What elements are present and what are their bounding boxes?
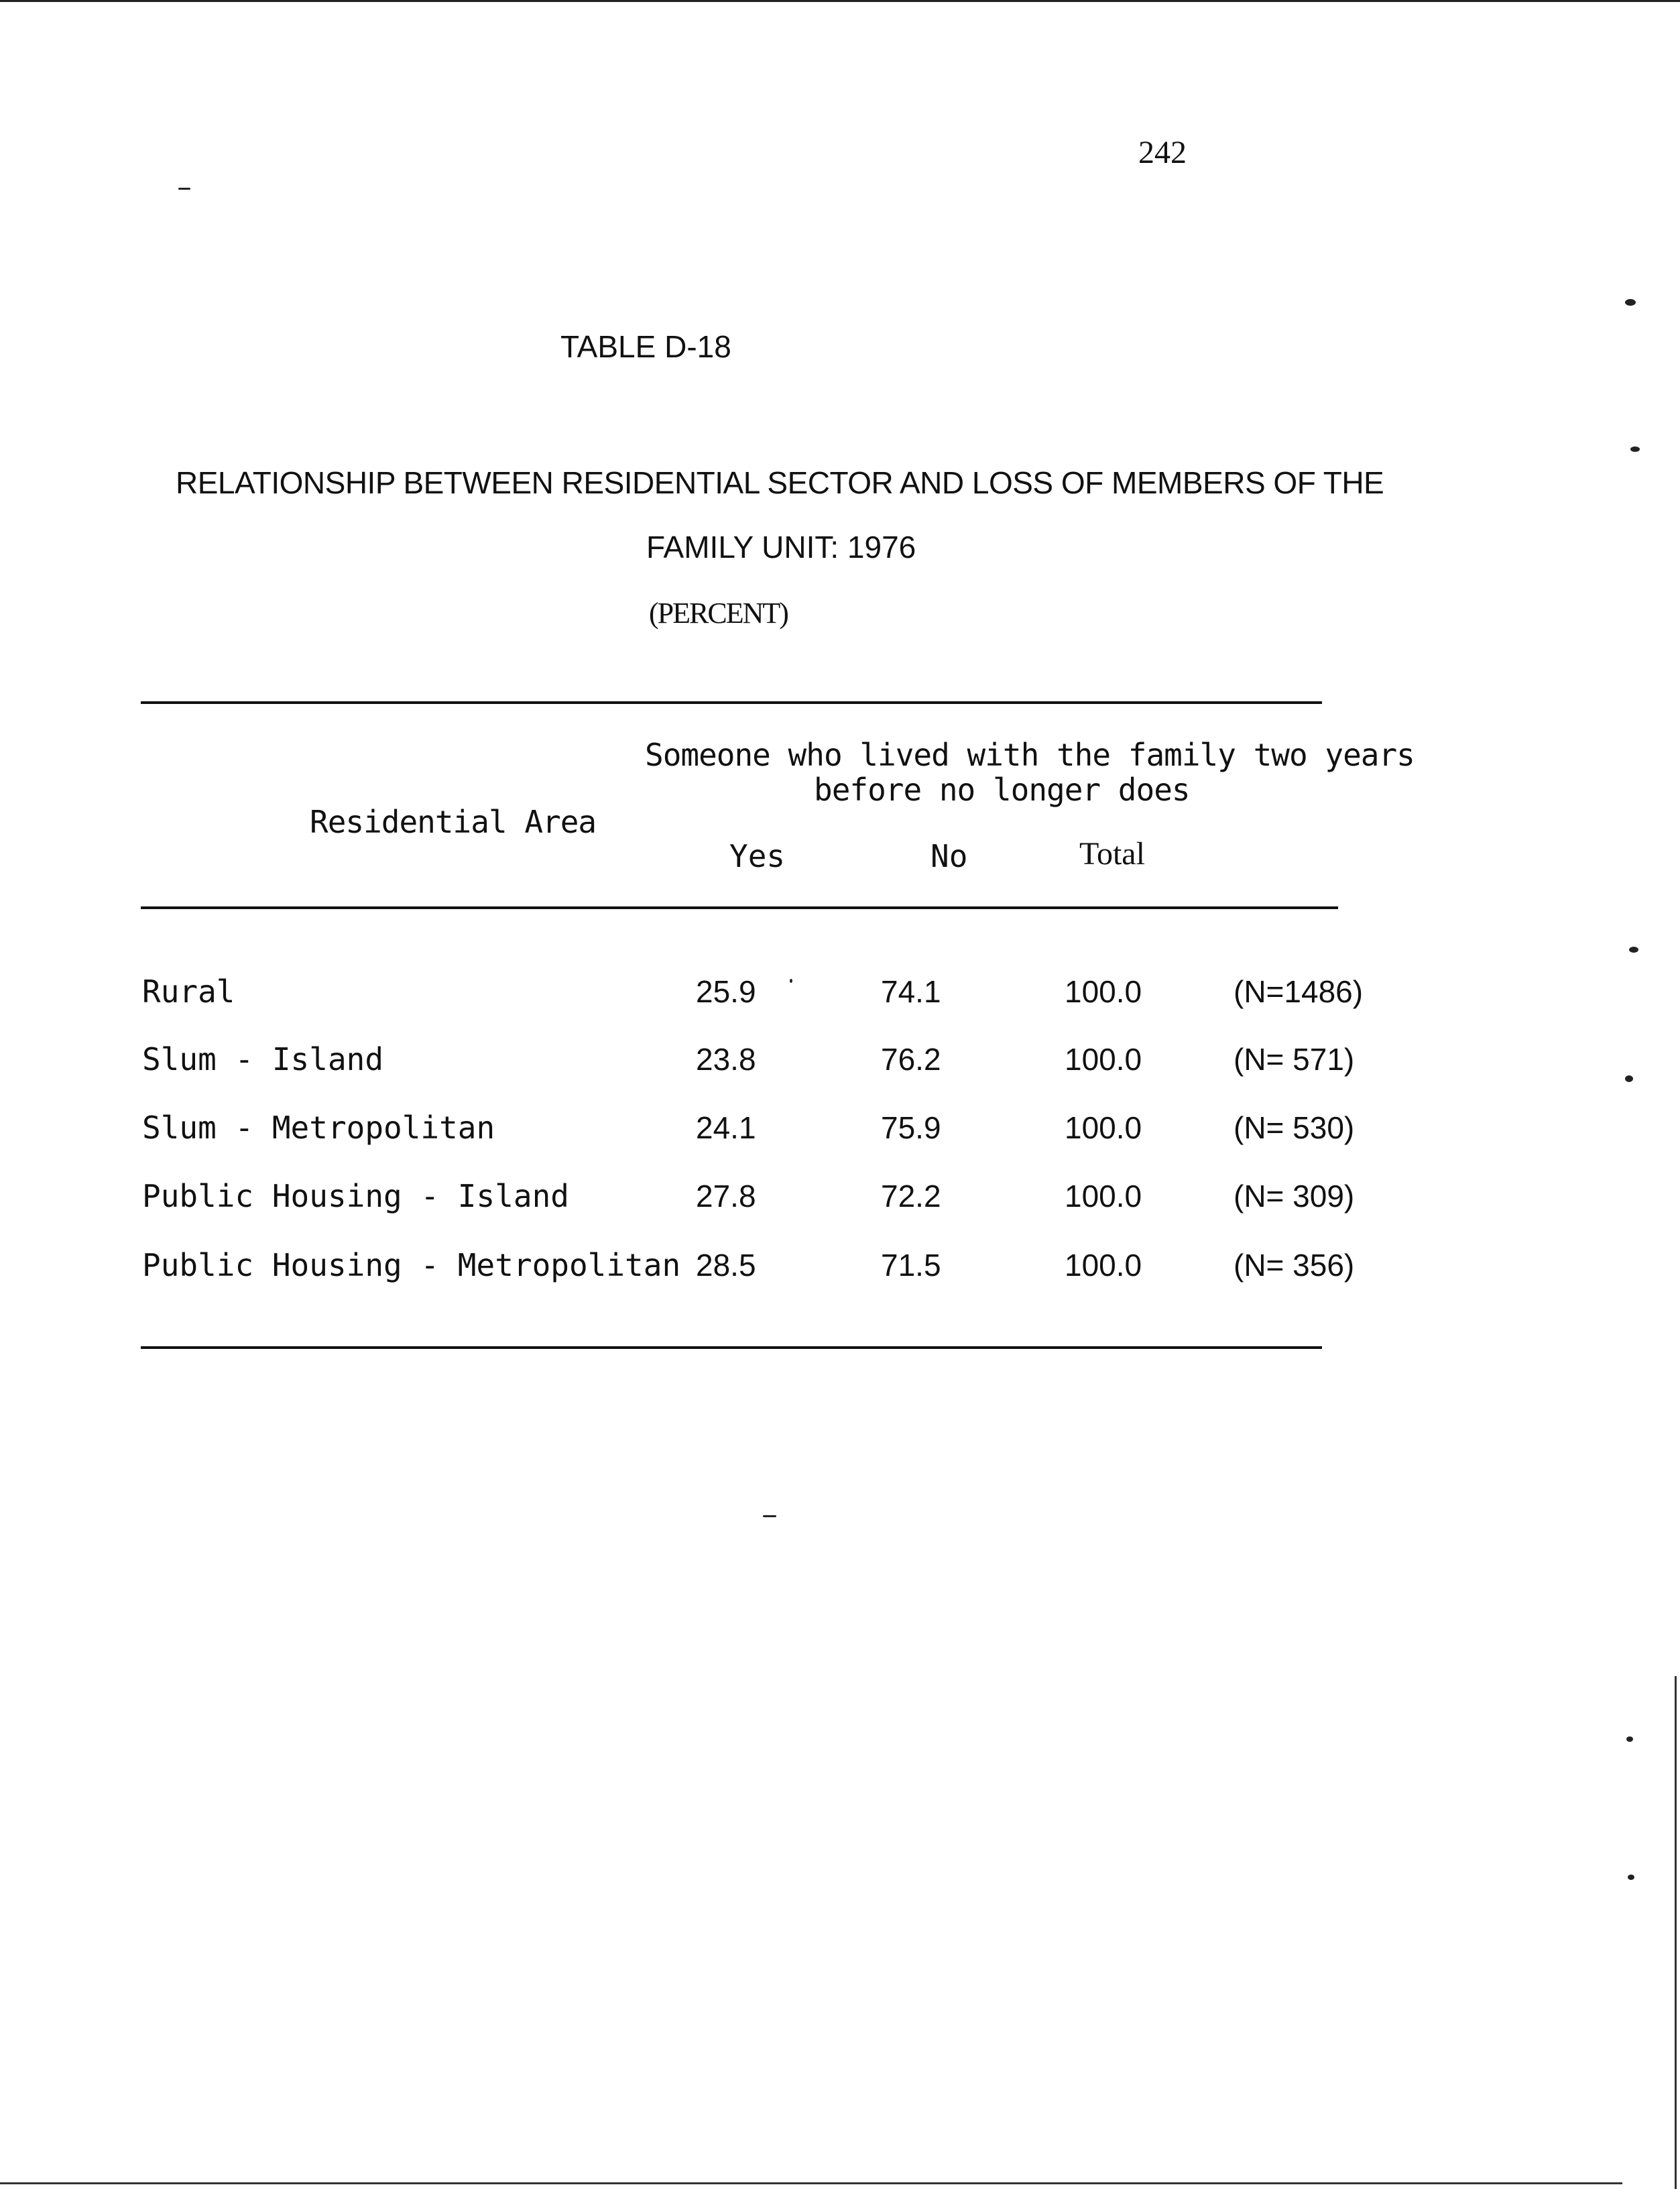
cell-yes: 23.8 (696, 1042, 756, 1077)
cell-n: (N= 356) (1234, 1248, 1355, 1283)
header-bottom-rule (141, 906, 1338, 909)
cell-no: 75.9 (881, 1110, 941, 1145)
column-header-no: No (931, 838, 968, 874)
cell-no: 71.5 (881, 1248, 941, 1283)
table-label: TABLE D-18 (560, 329, 731, 364)
scan-speck (1625, 1075, 1633, 1082)
scan-speck (790, 979, 792, 983)
cell-no: 72.2 (881, 1179, 941, 1214)
row-label: Rural (142, 973, 235, 1010)
table-title-line1: RELATIONSHIP BETWEEN RESIDENTIAL SECTOR AND LOSS OF MEMBERS OF THE (176, 465, 1384, 500)
cell-n: (N= 309) (1234, 1179, 1355, 1214)
cell-n: (N=1486) (1234, 974, 1364, 1009)
scan-speck (1628, 1875, 1634, 1880)
page-top-edge (0, 0, 1680, 2)
cell-total: 100.0 (1065, 1110, 1142, 1145)
column-header-yes: Yes (729, 838, 786, 874)
page-bottom-edge (0, 2182, 1622, 2184)
table-title-line2: FAMILY UNIT: 1976 (646, 530, 916, 565)
scan-speck (1630, 447, 1640, 452)
cell-no: 76.2 (881, 1042, 941, 1077)
scan-speck (763, 1515, 776, 1517)
scan-speck (1629, 947, 1638, 953)
page-right-edge (1675, 1676, 1677, 2189)
column-group-header-line2: before no longer does (814, 772, 1190, 808)
scan-speck (1625, 299, 1636, 306)
cell-yes: 27.8 (696, 1179, 756, 1214)
cell-total: 100.0 (1065, 1042, 1142, 1077)
column-header-total: Total (1079, 836, 1145, 872)
cell-yes: 24.1 (696, 1110, 756, 1145)
cell-yes: 25.9 (696, 974, 756, 1009)
cell-yes: 28.5 (696, 1248, 756, 1283)
cell-n: (N= 530) (1234, 1110, 1355, 1145)
scan-speck (1626, 1736, 1633, 1742)
cell-n: (N= 571) (1234, 1042, 1355, 1077)
cell-total: 100.0 (1065, 1179, 1142, 1214)
cell-total: 100.0 (1065, 1248, 1142, 1283)
row-label: Public Housing - Metropolitan (142, 1247, 681, 1283)
row-label: Slum - Island (142, 1041, 384, 1077)
page-number: 242 (1138, 135, 1187, 170)
cell-total: 100.0 (1065, 974, 1142, 1009)
column-group-header-line1: Someone who lived with the family two years (645, 737, 1415, 773)
row-header-residential-area: Residential Area (310, 804, 597, 840)
table-title-unit: (PERCENT) (649, 597, 788, 630)
row-label: Public Housing - Island (142, 1178, 569, 1214)
scan-speck (178, 188, 190, 190)
table-bottom-rule (141, 1346, 1322, 1349)
table-top-rule (141, 701, 1322, 704)
row-label: Slum - Metropolitan (142, 1110, 495, 1146)
cell-no: 74.1 (881, 974, 941, 1009)
